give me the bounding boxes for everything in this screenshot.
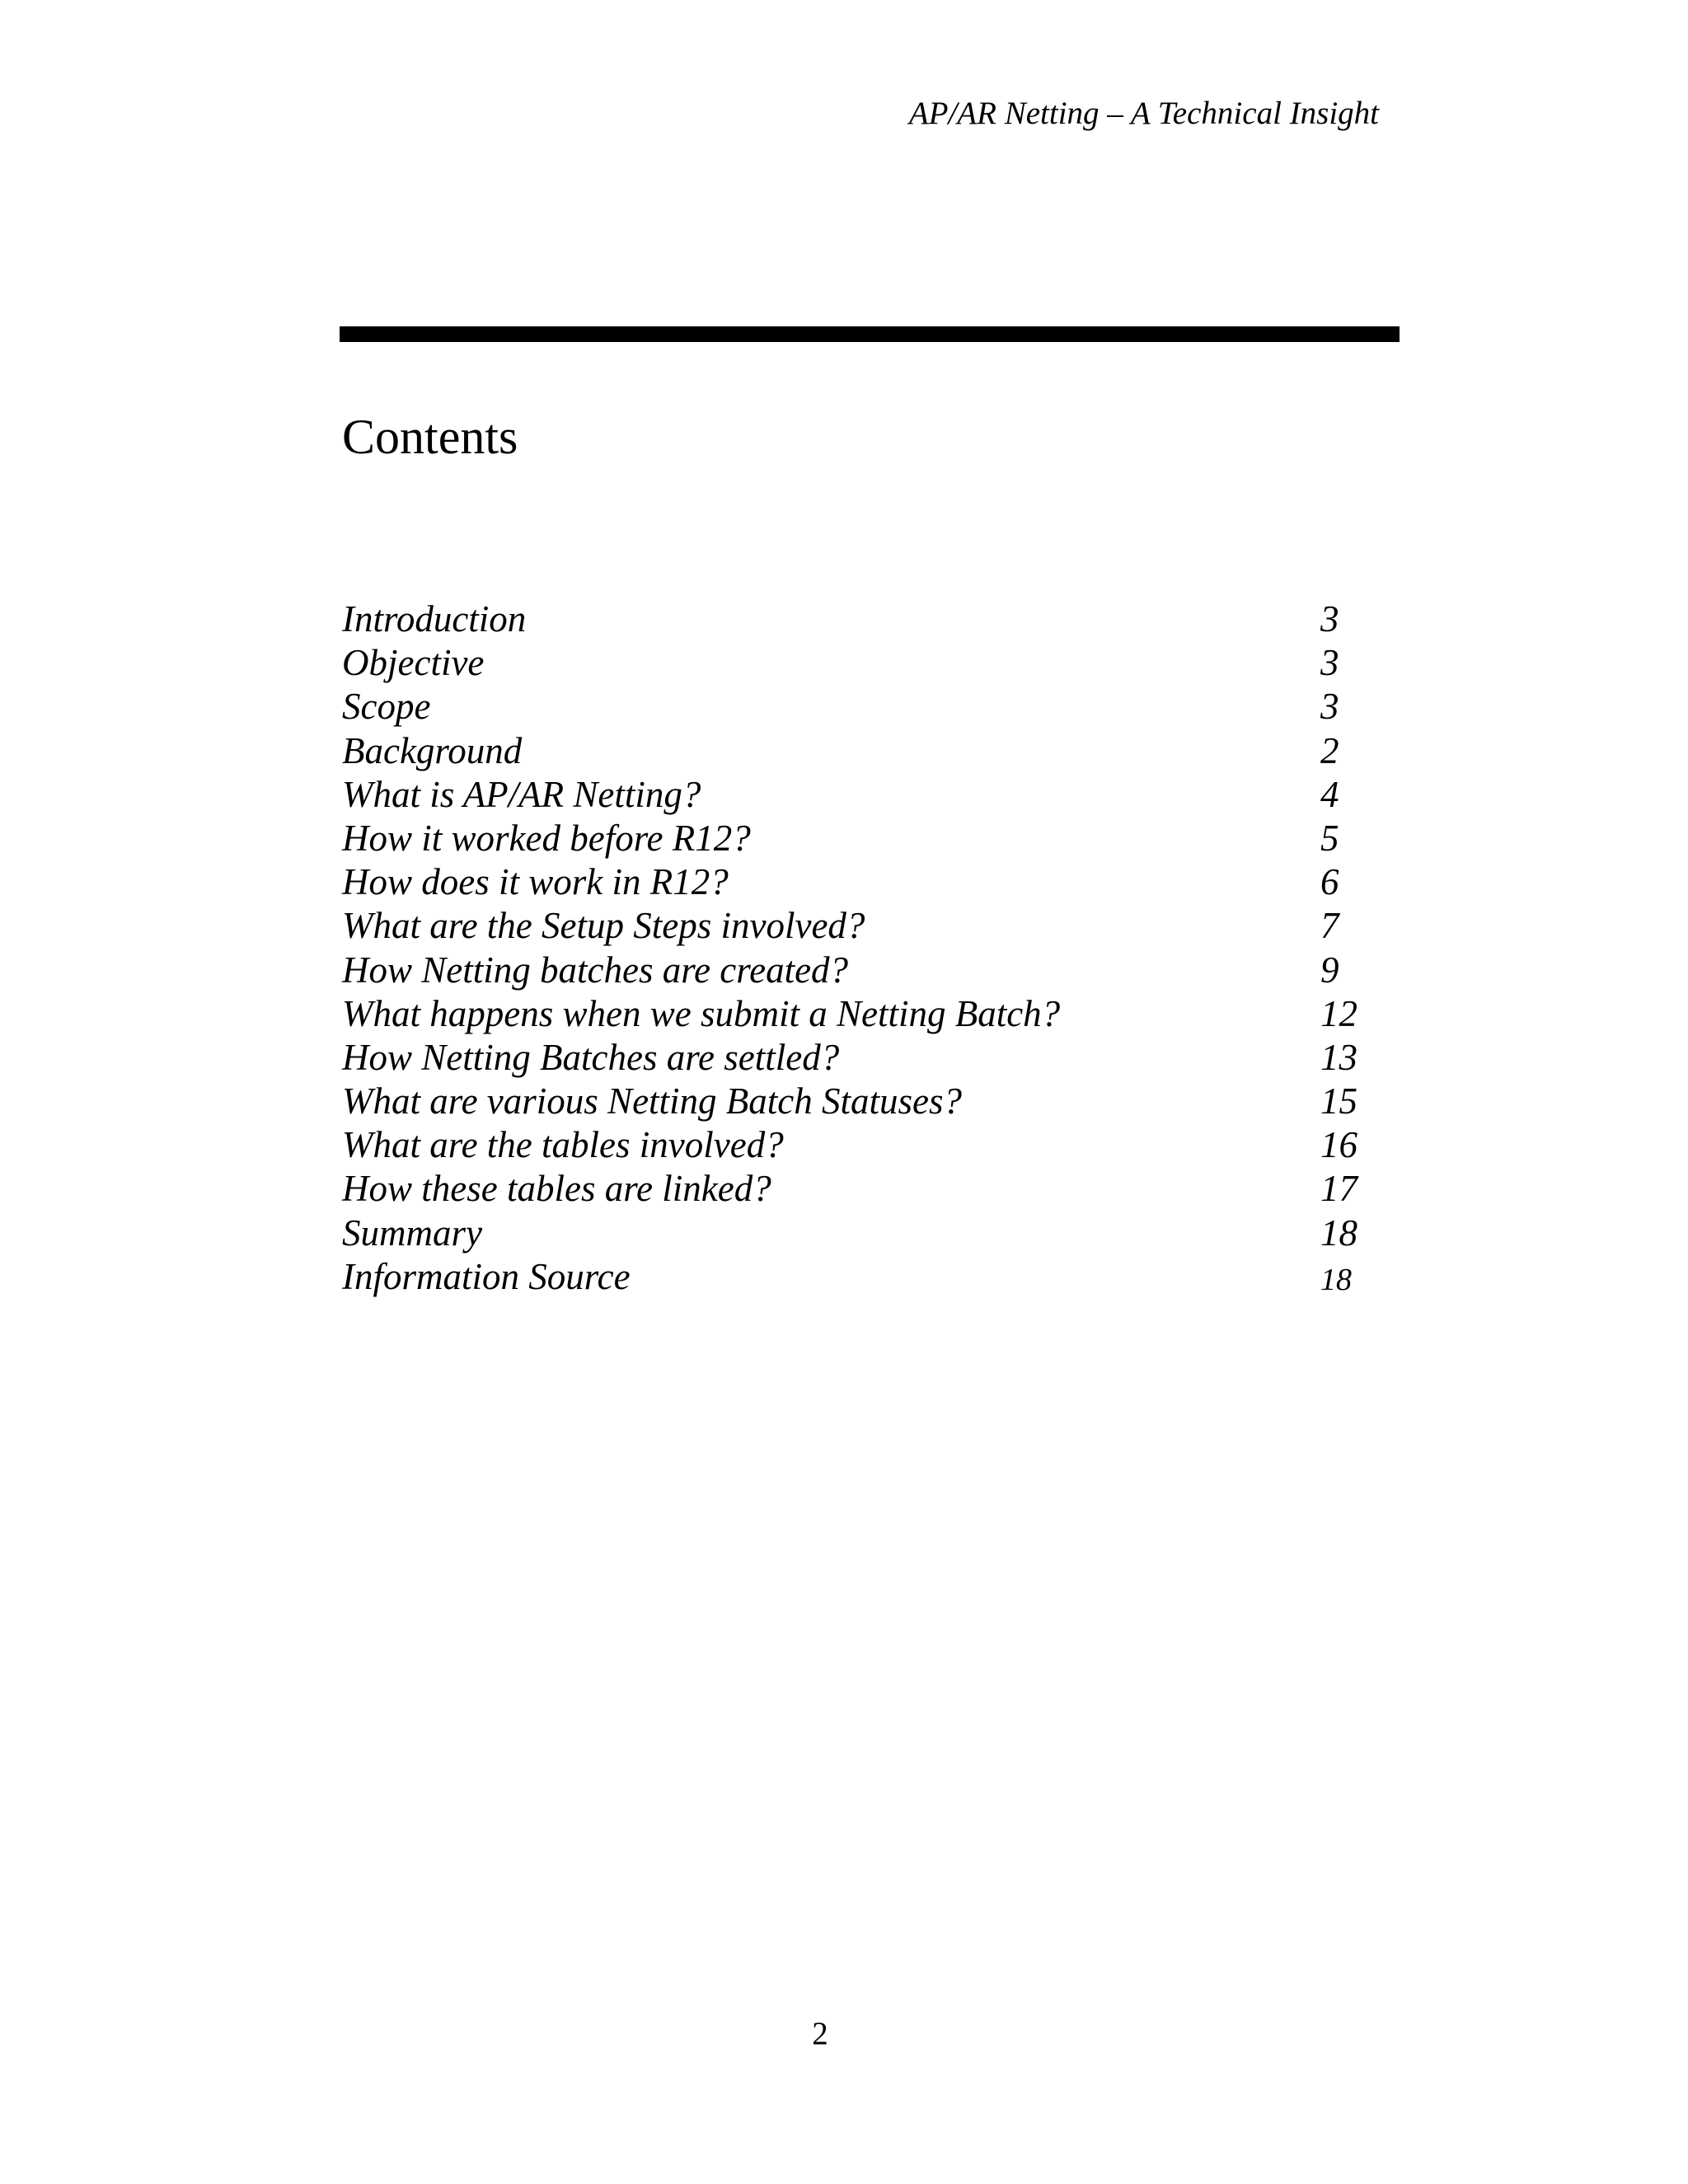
- toc-entry-introduction[interactable]: [342, 598, 1372, 641]
- toc-entry-page: 13: [1320, 1036, 1357, 1078]
- toc-entry-what-is-ap-ar-netting[interactable]: [342, 773, 1372, 817]
- table-of-contents: [342, 598, 1372, 1299]
- toc-entry-page: 12: [1320, 992, 1357, 1034]
- toc-entry-title: Introduction: [342, 598, 527, 640]
- toc-entry-page: 2: [1320, 729, 1339, 771]
- toc-entry-page: 18: [1320, 1262, 1352, 1297]
- toc-entry-page: 9: [1320, 949, 1339, 991]
- section-divider-rule: [340, 326, 1400, 342]
- running-header-title: AP/AR Netting – A Technical Insight: [908, 96, 1379, 131]
- toc-entry-title: What are the tables involved?: [342, 1124, 784, 1166]
- contents-heading: Contents: [342, 410, 518, 464]
- toc-entry-netting-batches-created[interactable]: [342, 949, 1372, 992]
- toc-entry-title: How it worked before R12?: [342, 817, 751, 859]
- toc-entry-page: 15: [1320, 1080, 1357, 1122]
- toc-entry-page: 17: [1320, 1168, 1357, 1210]
- toc-entry-title: What are the Setup Steps involved?: [342, 905, 865, 947]
- toc-entry-setup-steps[interactable]: [342, 904, 1372, 948]
- toc-entry-title: What happens when we submit a Netting Batch?: [342, 992, 1061, 1034]
- toc-entry-background[interactable]: [342, 729, 1372, 773]
- toc-entry-title: How Netting Batches are settled?: [342, 1036, 840, 1078]
- toc-entry-information-source[interactable]: [342, 1255, 1372, 1299]
- toc-entry-scope[interactable]: [342, 685, 1372, 729]
- toc-entry-submit-netting-batch[interactable]: [342, 992, 1372, 1036]
- toc-entry-page: 7: [1320, 905, 1339, 947]
- toc-entry-page: 18: [1320, 1212, 1357, 1254]
- toc-entry-tables-linked[interactable]: [342, 1167, 1372, 1211]
- toc-entry-page: 5: [1320, 817, 1339, 859]
- toc-entry-title: What are various Netting Batch Statuses?: [342, 1080, 963, 1122]
- toc-entry-summary[interactable]: [342, 1212, 1372, 1255]
- toc-entry-page: 4: [1320, 773, 1339, 815]
- toc-entry-tables-involved[interactable]: [342, 1123, 1372, 1167]
- toc-entry-netting-batches-settled[interactable]: [342, 1036, 1372, 1080]
- toc-entry-page: 3: [1320, 686, 1339, 728]
- toc-entry-how-it-worked-before-r12[interactable]: [342, 817, 1372, 860]
- toc-entry-page: 3: [1320, 598, 1339, 640]
- toc-entry-title: Objective: [342, 642, 485, 684]
- toc-entry-page: 16: [1320, 1124, 1357, 1166]
- toc-entry-title: How Netting batches are created?: [342, 949, 849, 991]
- footer-page-number: 2: [812, 2016, 828, 2051]
- toc-entry-title: How these tables are linked?: [342, 1168, 771, 1210]
- toc-entry-title: Summary: [342, 1212, 482, 1254]
- toc-entry-title: What is AP/AR Netting?: [342, 773, 701, 815]
- toc-entry-page: 3: [1320, 642, 1339, 684]
- toc-entry-netting-batch-statuses[interactable]: [342, 1080, 1372, 1123]
- toc-entry-title: Background: [342, 729, 523, 771]
- toc-entry-title: How does it work in R12?: [342, 861, 729, 903]
- toc-entry-title: Scope: [342, 686, 431, 728]
- toc-entry-how-does-it-work-in-r12[interactable]: [342, 860, 1372, 904]
- toc-entry-title: Information Source: [342, 1255, 631, 1297]
- toc-entry-page: 6: [1320, 861, 1339, 903]
- toc-entry-objective[interactable]: [342, 641, 1372, 685]
